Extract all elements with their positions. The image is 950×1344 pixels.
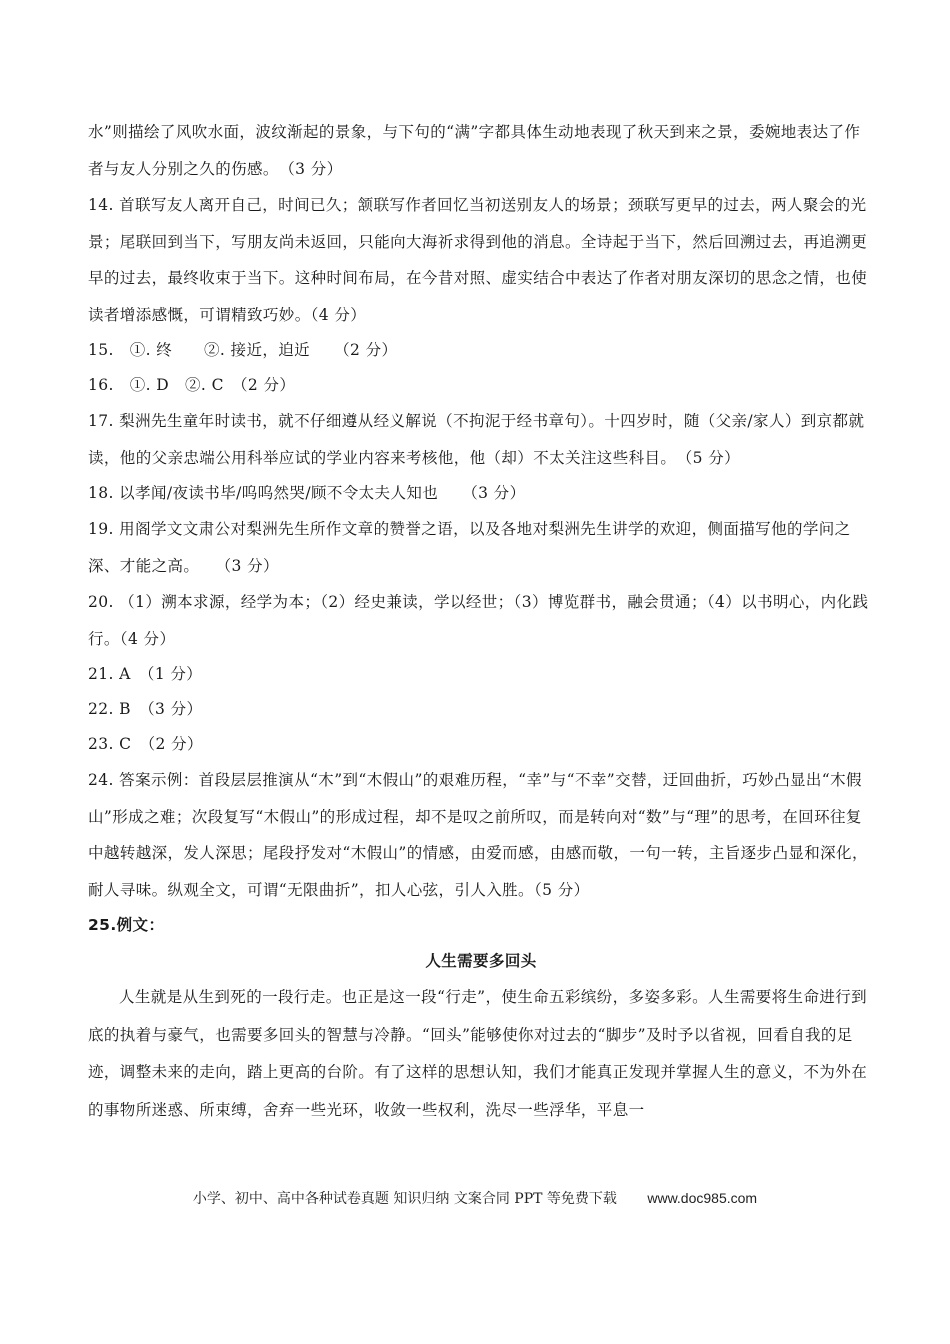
page-footer bbox=[0, 1188, 950, 1208]
answer-15: 15. ①. 终 ②. 接近，迫近 （2 分） bbox=[88, 341, 398, 359]
answer-24: 24. 答案示例：首段层层推演从“木”到“木假山”的艰难历程，“幸”与“不幸”交替，迂回曲折，巧妙凸显出“木假山”形成之难；次段复写“木假山”的形成过程，却不是叹之前所叹，而是转向对“数”与“理”的思考，在回环往复中越转越深，发人深思；尾段抒发对“木假山”的情感，由爱而感，由感而敬，一句一转，主旨逐步凸显和深化，耐人寻味。纵观全文，可谓“无限曲折”，扣人心弦，引人入胜。（5 分） bbox=[88, 771, 868, 899]
answer-25-label: 25.例文： bbox=[88, 916, 165, 934]
answer-20: 20. （1）溯本求源，经学为本；（2）经史兼读，学以经世；（3）博览群书，融会贯通；（4）以书明心，内化践行。（4 分） bbox=[88, 593, 869, 648]
answer-content bbox=[88, 114, 874, 1129]
answer-23: 23. C （2 分） bbox=[88, 735, 203, 753]
essay-title: 人生需要多回头 bbox=[425, 952, 537, 970]
answer-22: 22. B （3 分） bbox=[88, 700, 203, 718]
answer-13-continuation: 水”则描绘了风吹水面，波纹渐起的景象，与下句的“满”字都具体生动地表现了秋天到来之景，委婉地表达了作者与友人分别之久的伤感。 （3 分） bbox=[88, 123, 861, 178]
answer-21: 21. A （1 分） bbox=[88, 665, 203, 683]
answer-18: 18. 以孝闻/夜读书毕/呜呜然哭/顾不令太夫人知也 （3 分） bbox=[88, 484, 526, 502]
answer-16: 16. ①. D ②. C （2 分） bbox=[88, 376, 296, 394]
answer-17: 17. 梨洲先生童年时读书，就不仔细遵从经义解说（不拘泥于经书章句）。十四岁时，随（父亲/家人）到京都就读，他的父亲忠端公用科举应试的学业内容来考核他，他（却）不太关注这些科目。 （5 分） bbox=[88, 412, 865, 467]
footer-website-link[interactable]: www.doc985.com bbox=[647, 1190, 758, 1206]
footer-text: 小学、初中、高中各种试卷真题 知识归纳 文案合同 PPT 等免费下载 bbox=[192, 1191, 617, 1207]
answer-19: 19. 用阁学文文肃公对梨洲先生所作文章的赞誉之语，以及各地对梨洲先生讲学的欢迎，侧面描写他的学问之深、才能之高。 （3 分） bbox=[88, 520, 851, 575]
answer-14: 14. 首联写友人离开自己，时间已久；颔联写作者回忆当初送别友人的场景；颈联写更早的过去，两人聚会的光景；尾联回到当下，写朋友尚未返回，只能向大海祈求得到他的消息。全诗起于当下，然后回溯过去，再追溯更早的过去，最终收束于当下。这种时间布局，在今昔对照、虚实结合中表达了作者对朋友深切的思念之情，也使读者增添感慨，可谓精致巧妙。（4 分） bbox=[88, 196, 868, 324]
essay-body: 人生就是从生到死的一段行走。也正是这一段“行走”，使生命五彩缤纷，多姿多彩。人生需要将生命进行到底的执着与豪气，也需要多回头的智慧与冷静。“回头”能够使你对过去的“脚步”及时予以省视，回看自我的足迹，调整未来的走向，踏上更高的台阶。有了这样的思想认知，我们才能真正发现并掌握人生的意义，不为外在的事物所迷惑、所束缚，舍弃一些光环，收敛一些权利，洗尽一些浮华，平息一 bbox=[88, 988, 868, 1119]
